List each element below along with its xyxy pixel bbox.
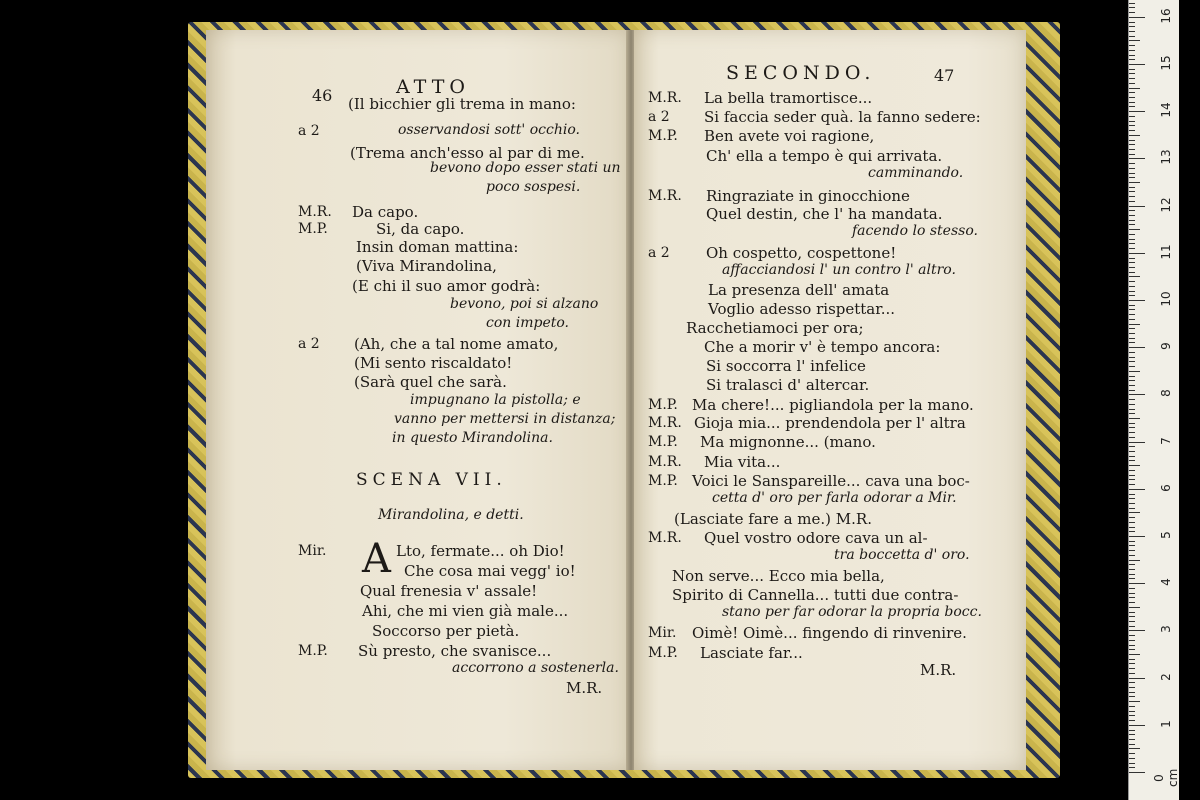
ruler-tick (1129, 427, 1135, 428)
ruler-tick (1129, 7, 1135, 8)
verse-line: M.R. (566, 679, 603, 697)
verse-line: Oimè! Oimè... fingendo di rinvenire. (692, 624, 967, 642)
ruler-tick (1129, 3, 1135, 4)
stage-direction: bevono dopo esser stati un (430, 160, 621, 176)
ruler-tick (1129, 564, 1135, 565)
ruler-tick (1129, 295, 1135, 296)
stage-direction: bevono, poi si alzano (450, 296, 599, 312)
scene-heading: SCENA VII. (356, 470, 507, 490)
ruler-label: 16 (1159, 8, 1173, 24)
ruler-tick (1129, 739, 1135, 740)
ruler-tick (1129, 527, 1135, 528)
ruler-tick (1129, 456, 1135, 457)
speaker-label: M.P. (298, 643, 328, 659)
ruler-tick (1129, 121, 1135, 122)
speaker-label: Mir. (298, 543, 327, 559)
verse-line: Racchetiamoci per ora; (686, 319, 864, 337)
ruler-tick (1129, 602, 1135, 603)
ruler-tick (1129, 470, 1135, 471)
ruler-tick (1129, 635, 1135, 636)
ruler-tick (1129, 291, 1135, 292)
ruler-tick (1129, 97, 1135, 98)
speaker-label: M.P. (648, 645, 678, 661)
stage-direction: tra boccetta d' oro. (834, 547, 970, 563)
verse-line: Ma mignonne... (mano. (700, 433, 876, 451)
ruler-tick (1129, 78, 1135, 79)
ruler-label: 13 (1159, 149, 1173, 166)
ruler-tick (1129, 621, 1135, 622)
verse-line: Non serve... Ecco mia bella, (672, 567, 885, 585)
ruler-tick (1129, 578, 1135, 579)
ruler-tick (1129, 319, 1135, 320)
verse-line: Voici le Sanspareille... cava una boc- (692, 472, 970, 490)
ruler-tick (1129, 224, 1135, 225)
verse-line: Si faccia seder quà. la fanno sedere: (704, 108, 981, 126)
ruler-tick (1129, 347, 1145, 348)
ruler-tick (1129, 220, 1135, 221)
ruler-tick (1129, 451, 1135, 452)
ruler-tick (1129, 309, 1135, 310)
ruler-label: 2 (1159, 672, 1173, 681)
ruler-tick (1129, 267, 1135, 268)
verse-line: Voglio adesso rispettar... (708, 300, 896, 318)
ruler-tick (1129, 541, 1135, 542)
ruler-tick (1129, 418, 1140, 419)
verse-line: Mia vita... (704, 453, 781, 471)
ruler-tick (1129, 767, 1135, 768)
ruler-tick (1129, 243, 1135, 244)
ruler-tick (1129, 201, 1135, 202)
ruler-tick (1129, 574, 1135, 575)
ruler-tick (1129, 753, 1135, 754)
ruler-tick (1129, 17, 1145, 18)
ruler-tick (1129, 324, 1140, 325)
verse-line: Che cosa mai vegg' io! (404, 562, 576, 580)
ruler-tick (1129, 88, 1140, 89)
speaker-label: a 2 (648, 245, 670, 261)
ruler-tick (1129, 262, 1135, 263)
ruler-tick (1129, 730, 1135, 731)
verse-line: Ben avete voi ragione, (704, 127, 875, 145)
ruler-tick (1129, 361, 1135, 362)
ruler-tick (1129, 758, 1135, 759)
ruler-tick (1129, 328, 1135, 329)
ruler-tick (1129, 173, 1135, 174)
verse-line: Gioja mia... prendendola per l' altra (694, 414, 966, 432)
verse-line: Ahi, che mi vien già male... (362, 602, 569, 620)
ruler-tick (1129, 394, 1145, 395)
ruler-tick (1129, 626, 1135, 627)
ruler-tick (1129, 645, 1135, 646)
speaker-label: M.P. (648, 434, 678, 450)
verse-line: Quel vostro odore cava un al- (704, 529, 928, 547)
ruler-tick (1129, 116, 1135, 117)
ruler-tick (1129, 342, 1135, 343)
ruler-tick (1129, 446, 1135, 447)
ruler-tick (1129, 154, 1135, 155)
ruler-label: 0 cm (1152, 768, 1180, 787)
speaker-label: Mir. (648, 625, 677, 641)
ruler-tick (1129, 489, 1145, 490)
ruler-tick (1129, 503, 1135, 504)
ruler-tick (1129, 588, 1135, 589)
ruler-tick (1129, 616, 1135, 617)
ruler-tick (1129, 460, 1135, 461)
ruler-tick (1129, 512, 1140, 513)
ruler-tick (1129, 484, 1135, 485)
ruler-tick (1129, 64, 1145, 65)
ruler-tick (1129, 673, 1135, 674)
ruler-tick (1129, 711, 1135, 712)
speaker-label: M.R. (298, 204, 332, 220)
drop-cap: A (362, 536, 391, 582)
verse-line: Quel destin, che l' ha mandata. (706, 205, 943, 223)
speaker-label: M.P. (648, 397, 678, 413)
ruler-tick (1129, 536, 1145, 537)
ruler-tick (1129, 229, 1140, 230)
ruler-label: 11 (1159, 244, 1173, 260)
ruler-tick (1129, 508, 1135, 509)
verse-line: (Il bicchier gli trema in mano: (348, 95, 576, 113)
verse-line: (Mi sento riscaldato! (354, 354, 513, 372)
ruler-tick (1129, 612, 1135, 613)
ruler-tick (1129, 692, 1135, 693)
ruler-tick (1129, 371, 1140, 372)
verse-line: Soccorso per pietà. (372, 622, 520, 640)
ruler-tick (1129, 300, 1145, 301)
ruler-tick (1129, 442, 1145, 443)
right-page-number: 47 (934, 66, 955, 85)
speaker-label: M.R. (648, 90, 682, 106)
verse-line: Ringraziate in ginocchione (706, 187, 910, 205)
stage-direction: impugnano la pistolla; e (410, 392, 581, 408)
left-page-number: 46 (312, 86, 333, 105)
ruler-tick (1129, 31, 1135, 32)
stage-direction: Mirandolina, e detti. (378, 507, 524, 523)
speaker-label: M.R. (648, 415, 682, 431)
ruler-tick (1129, 517, 1135, 518)
ruler-tick (1129, 687, 1135, 688)
ruler-tick (1129, 413, 1135, 414)
stage-direction: facendo lo stesso. (852, 223, 978, 239)
speaker-label: M.P. (648, 473, 678, 489)
speaker-label: M.R. (648, 454, 682, 470)
ruler-tick (1129, 149, 1135, 150)
ruler-tick (1129, 437, 1135, 438)
ruler-tick (1129, 706, 1135, 707)
ruler-tick (1129, 196, 1135, 197)
verse-line: Qual frenesia v' assale! (360, 582, 538, 600)
ruler-tick (1129, 210, 1135, 211)
stage-direction: con impeto. (486, 315, 569, 331)
ruler-tick (1129, 102, 1135, 103)
verse-line: La bella tramortisce... (704, 89, 873, 107)
ruler-tick (1129, 12, 1135, 13)
verse-line: La presenza dell' amata (708, 281, 890, 299)
ruler-tick (1129, 258, 1135, 259)
stage-direction: osservandosi sott' occhio. (398, 122, 580, 138)
ruler-tick (1129, 73, 1135, 74)
ruler-tick (1129, 36, 1135, 37)
left-running-head: ATTO (396, 76, 470, 98)
ruler-tick (1129, 550, 1135, 551)
ruler-label: 15 (1159, 55, 1173, 71)
ruler-label: 3 (1159, 625, 1173, 634)
ruler-tick (1129, 475, 1135, 476)
verse-line: Lto, fermate... oh Dio! (396, 542, 565, 560)
ruler-tick (1129, 390, 1135, 391)
ruler-tick (1129, 125, 1135, 126)
ruler-tick (1129, 696, 1135, 697)
ruler-tick (1129, 376, 1135, 377)
verse-line: Ma chere!... pigliandola per la mano. (692, 396, 974, 414)
ruler-tick (1129, 649, 1135, 650)
ruler-tick (1129, 272, 1135, 273)
ruler-tick (1129, 352, 1135, 353)
speaker-label: M.P. (298, 221, 328, 237)
ruler-tick (1129, 182, 1140, 183)
ruler-tick (1129, 560, 1140, 561)
ruler-tick (1129, 22, 1135, 23)
ruler-tick (1129, 314, 1135, 315)
speaker-label: a 2 (298, 336, 320, 352)
verse-line: (Lasciate fare a me.) M.R. (674, 510, 872, 528)
verse-line: (Trema anch'esso al par di me. (350, 144, 585, 162)
ruler-tick (1129, 763, 1135, 764)
ruler-tick (1129, 522, 1135, 523)
ruler-tick (1129, 276, 1140, 277)
ruler-tick (1129, 663, 1135, 664)
ruler-tick (1129, 597, 1135, 598)
ruler-tick (1129, 50, 1135, 51)
ruler-label: 10 (1159, 291, 1173, 307)
ruler-label: 12 (1159, 196, 1173, 213)
ruler-tick (1129, 380, 1135, 381)
ruler-tick (1129, 55, 1135, 56)
speaker-label: M.R. (648, 188, 682, 204)
verse-line: M.R. (920, 661, 957, 679)
ruler-tick (1129, 92, 1135, 93)
ruler-tick (1129, 206, 1145, 207)
stage-direction: vanno per mettersi in distanza; (394, 411, 616, 427)
ruler-tick (1129, 286, 1135, 287)
ruler-tick (1129, 40, 1140, 41)
ruler-tick (1129, 423, 1135, 424)
verse-line: Che a morir v' è tempo ancora: (704, 338, 941, 356)
ruler-tick (1129, 494, 1135, 495)
ruler-tick (1129, 668, 1135, 669)
ruler-tick (1129, 59, 1135, 60)
verse-line: Si tralasci d' altercar. (706, 376, 870, 394)
ruler-tick (1129, 130, 1135, 131)
ruler-tick (1129, 357, 1135, 358)
ruler-tick (1129, 253, 1145, 254)
ruler-tick (1129, 26, 1135, 27)
ruler-tick (1129, 239, 1135, 240)
ruler-tick (1129, 158, 1145, 159)
verse-line: Spirito di Cannella... tutti due contra- (672, 586, 959, 604)
stage-direction: in questo Mirandolina. (392, 430, 553, 446)
verse-line: Oh cospetto, cospettone! (706, 244, 897, 262)
ruler-tick (1129, 659, 1135, 660)
ruler-tick (1129, 366, 1135, 367)
ruler-tick (1129, 234, 1135, 235)
ruler-tick (1129, 498, 1135, 499)
ruler-tick (1129, 144, 1135, 145)
stage-direction: affacciandosi l' un contro l' altro. (722, 262, 956, 278)
ruler-tick (1129, 748, 1140, 749)
ruler-tick (1129, 106, 1135, 107)
ruler-tick (1129, 111, 1145, 112)
ruler-tick (1129, 409, 1135, 410)
ruler-label: 4 (1159, 578, 1173, 587)
ruler-label: 14 (1159, 102, 1173, 118)
ruler-tick (1129, 545, 1135, 546)
ruler-label: 6 (1159, 483, 1173, 492)
verse-line: (Viva Mirandolina, (356, 257, 497, 275)
ruler-tick (1129, 248, 1135, 249)
verse-line: Si, da capo. (376, 220, 465, 238)
ruler-tick (1129, 701, 1140, 702)
ruler-tick (1129, 404, 1135, 405)
ruler-label: 1 (1159, 719, 1173, 728)
ruler-tick (1129, 569, 1135, 570)
speaker-label: M.R. (648, 530, 682, 546)
ruler-tick (1129, 163, 1135, 164)
ruler-label: 7 (1159, 436, 1173, 445)
ruler-tick (1129, 725, 1145, 726)
ruler-tick (1129, 338, 1135, 339)
ruler-tick (1129, 45, 1135, 46)
ruler-tick (1129, 479, 1135, 480)
ruler-tick (1129, 715, 1135, 716)
ruler-tick (1129, 465, 1140, 466)
stage-direction: stano per far odorar la propria bocc. (722, 604, 982, 620)
right-running-head: SECONDO. (726, 62, 876, 84)
verse-line: Sù presto, che svanisce... (358, 642, 552, 660)
stage-direction: cetta d' oro per farla odorar a Mir. (712, 490, 957, 506)
ruler-tick (1129, 654, 1140, 655)
measurement-ruler (1128, 0, 1179, 800)
speaker-label: a 2 (648, 109, 670, 125)
ruler-tick (1129, 583, 1145, 584)
ruler-tick (1129, 607, 1140, 608)
verse-line: Da capo. (352, 203, 419, 221)
stage-direction: accorrono a sostenerla. (452, 660, 619, 676)
ruler-tick (1129, 531, 1135, 532)
ruler-tick (1129, 682, 1135, 683)
ruler-label: 5 (1159, 531, 1173, 539)
ruler-tick (1129, 720, 1135, 721)
ruler-tick (1129, 168, 1135, 169)
ruler-tick (1129, 215, 1135, 216)
ruler-tick (1129, 399, 1135, 400)
ruler-tick (1129, 678, 1145, 679)
ruler-tick (1129, 140, 1135, 141)
ruler-tick (1129, 772, 1145, 773)
ruler-tick (1129, 83, 1135, 84)
verse-line: (E chi il suo amor godrà: (352, 277, 541, 295)
ruler-tick (1129, 630, 1145, 631)
ruler-tick (1129, 69, 1135, 70)
ruler-tick (1129, 191, 1135, 192)
ruler-tick (1129, 333, 1135, 334)
ruler-label: 8 (1159, 389, 1173, 398)
verse-line: Insin doman mattina: (356, 238, 519, 256)
ruler-label: 9 (1159, 342, 1173, 351)
ruler-tick (1129, 593, 1135, 594)
ruler-tick (1129, 432, 1135, 433)
speaker-label: M.P. (648, 128, 678, 144)
speaker-label: a 2 (298, 123, 320, 139)
verse-line: (Sarà quel che sarà. (354, 373, 507, 391)
verse-line: (Ah, che a tal nome amato, (354, 335, 559, 353)
ruler-tick (1129, 385, 1135, 386)
ruler-tick (1129, 187, 1135, 188)
ruler-tick (1129, 135, 1140, 136)
verse-line: Ch' ella a tempo è qui arrivata. (706, 147, 943, 165)
ruler-tick (1129, 305, 1135, 306)
ruler-tick (1129, 281, 1135, 282)
ruler-tick (1129, 177, 1135, 178)
stage-direction: camminando. (868, 165, 964, 181)
ruler-tick (1129, 744, 1135, 745)
ruler-tick (1129, 734, 1135, 735)
verse-line: Lasciate far... (700, 644, 803, 662)
ruler-tick (1129, 640, 1135, 641)
verse-line: Si soccorra l' infelice (706, 357, 866, 375)
stage-direction: poco sospesi. (486, 179, 581, 195)
ruler-tick (1129, 555, 1135, 556)
